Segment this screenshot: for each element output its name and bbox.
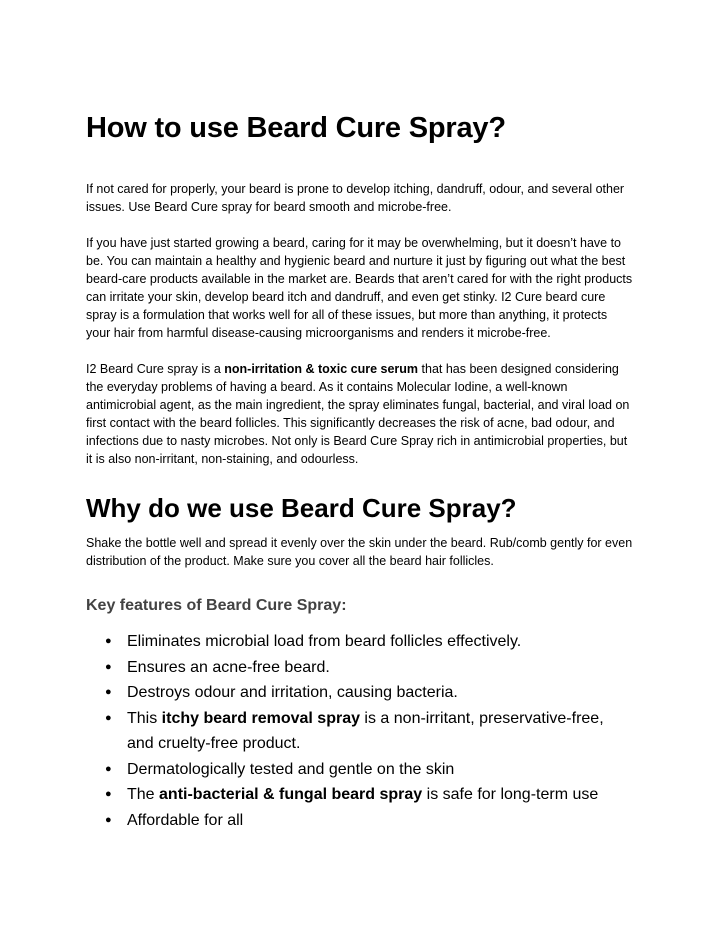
list-item (86, 680, 634, 706)
product-highlight: non-irritation & toxic cure serum (224, 362, 419, 376)
bullet-icon: ● (105, 635, 112, 647)
bullet-icon: ● (105, 813, 112, 826)
feature-text: Affordable for all (127, 811, 244, 829)
list-item (86, 782, 634, 808)
bullet-icon: ● (105, 788, 112, 800)
feature-text: This (127, 709, 162, 727)
list-item (86, 757, 634, 783)
feature-text: The (127, 786, 160, 803)
feature-text: Destroys odour and irritation, causing bacteria. (127, 684, 458, 701)
list-item (86, 629, 634, 655)
intro-paragraph: If not cared for properly, your beard is prone to develop itching, dandruff, odour, and several other issues. Use Beard Cure spray for beard smooth and microbe-free. (86, 182, 625, 214)
feature-text: Ensures an acne-free beard. (127, 658, 330, 676)
section-heading: Why do we use Beard Cure Spray? (86, 493, 517, 523)
bullet-icon: ● (105, 762, 112, 775)
feature-highlight: anti-bacterial & fungal beard spray (159, 786, 423, 803)
overview-paragraph: If you have just started growing a beard, caring for it may be overwhelming, but it doesn’t have to be. You can maintain a healthy and hygienic beard and nurture it just by figuring out what the best beard-care products available in the market are. Beards that aren’t cared for with the right products can irritate your skin, develop beard itch and dandruff, and even get stinky. I2 Cure beard cure spray is a formulation that works well for all of these issues, but more than anything, it protects your hair from harmful disease-causing microorganisms and renders it microbe-free. (86, 236, 633, 340)
feature-text: Dermatologically tested and gentle on the skin (127, 760, 455, 778)
features-list (86, 629, 634, 833)
page-title: How to use Beard Cure Spray? (86, 112, 506, 144)
bullet-icon: ● (105, 686, 112, 698)
bullet-icon: ● (105, 660, 112, 673)
list-item (86, 655, 634, 681)
list-item (86, 808, 634, 834)
list-item (86, 706, 634, 757)
usage-paragraph: Shake the bottle well and spread it evenly over the skin under the beard. Rub/comb gently for even distribution of the product. Make sure you cover all the beard hair follicles. (86, 536, 633, 568)
feature-text: is safe for long-term use (422, 786, 599, 803)
feature-text: is a non-irritant, preservative-free, and cruelty-free product. (127, 709, 604, 752)
features-heading: Key features of Beard Cure Spray: (86, 597, 347, 614)
feature-highlight: itchy beard removal spray (161, 709, 360, 727)
bullet-icon: ● (105, 711, 112, 724)
product-paragraph-text: I2 Beard Cure spray is a (86, 362, 225, 376)
product-paragraph (86, 360, 634, 468)
feature-text: Eliminates microbial load from beard follicles effectively. (127, 633, 522, 650)
product-paragraph-text: that has been designed considering the everyday problems of having a beard. As it contains Molecular Iodine, a well-known antimicrobial agent, as the main ingredient, the spray eliminates fungal, bacterial, and viral load on first contact with the beard follicles. This significantly decreases the risk of acne, bad odour, and infections due to nasty microbes. Not only is Beard Cure Spray rich in antimicrobial properties, but it is also non-irritant, non-staining, and odourless. (86, 362, 630, 466)
